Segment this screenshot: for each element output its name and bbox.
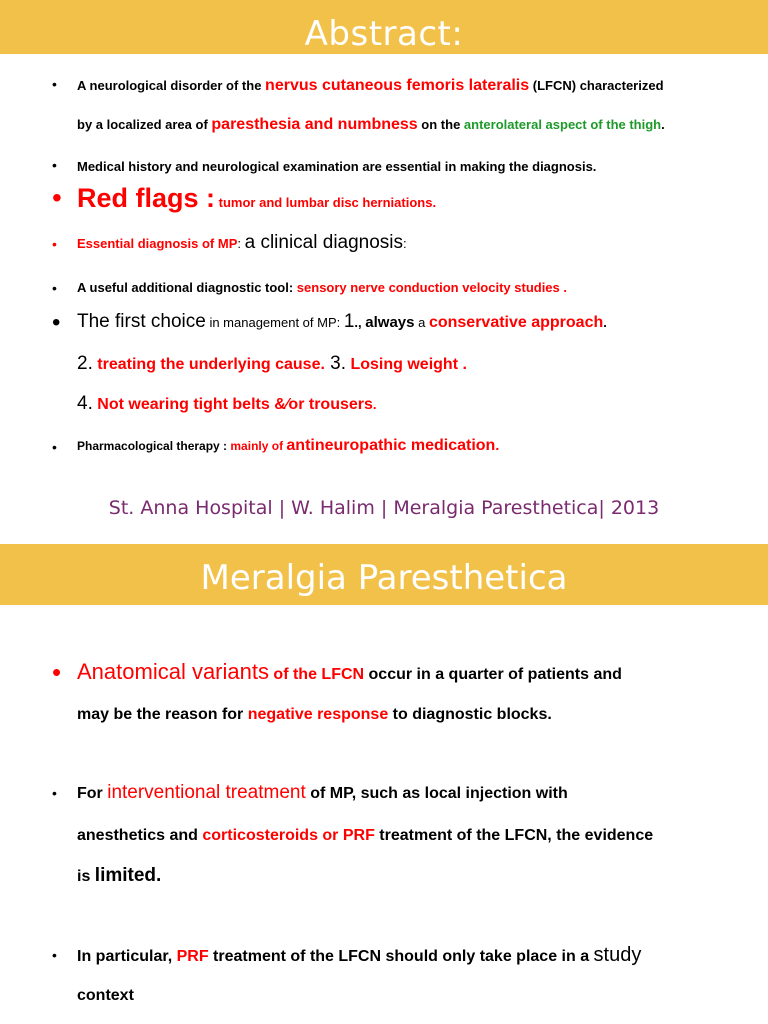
abstract-item-1: A neurological disorder of the nervus cutaneous femoris lateralis (LFCN) characterized: [77, 77, 664, 94]
bullet-icon: •: [52, 280, 57, 296]
abstract-item-first-choice-3: 4. Not wearing tight belts &⁄or trousers.: [77, 393, 377, 414]
anatomical-variants-item: Anatomical variants of the LFCN occur in a quarter of patients and: [77, 659, 622, 684]
slide-footer: St. Anna Hospital | W. Halim | Meralgia Paresthetica| 2013: [108, 497, 660, 519]
bullet-icon: •: [52, 309, 61, 336]
interventional-treatment-item-cont: anesthetics and corticosteroids or PRF treatment of the LFCN, the evidence: [77, 827, 654, 844]
anatomical-variants-item-cont: may be the reason for negative response to diagnostic blocks.: [77, 706, 552, 723]
bullet-icon: •: [52, 157, 57, 173]
bullet-icon: •: [52, 236, 57, 252]
abstract-title: Abstract:: [304, 14, 464, 54]
abstract-item-essential-diagnosis: Essential diagnosis of MP: a clinical diagnosis:: [77, 232, 407, 253]
bullet-icon: •: [52, 657, 62, 687]
abstract-title-banner: [0, 0, 768, 54]
abstract-item-2: Medical history and neurological examination are essential in making the diagnosis.: [77, 159, 597, 174]
meralgia-title: Meralgia Paresthetica: [200, 558, 568, 598]
prf-item-cont: context: [77, 987, 134, 1004]
bullet-icon: •: [52, 76, 57, 92]
meralgia-title-banner: [0, 544, 768, 605]
bullet-icon: •: [52, 439, 57, 455]
bullet-icon: •: [52, 182, 62, 213]
abstract-item-diagnostic-tool: A useful additional diagnostic tool: sensory nerve conduction velocity studies .: [77, 280, 567, 295]
abstract-item-first-choice-2: 2. treating the underlying cause. 3. Losing weight .: [77, 353, 467, 374]
abstract-item-first-choice: The first choice in management of MP: 1., always a conservative approach.: [77, 311, 607, 332]
bullet-icon: •: [52, 947, 57, 963]
abstract-item-red-flags: Red flags : tumor and lumbar disc herniations.: [77, 183, 437, 213]
interventional-treatment-item: For interventional treatment of MP, such as local injection with: [77, 782, 568, 803]
abstract-item-1-cont: by a localized area of paresthesia and numbness on the anterolateral aspect of the thigh.: [77, 116, 665, 133]
prf-item: In particular, PRF treatment of the LFCN should only take place in a study: [77, 944, 642, 966]
bullet-icon: •: [52, 785, 57, 801]
interventional-treatment-item-limited: is limited.: [77, 865, 162, 886]
abstract-item-pharmacological: Pharmacological therapy : mainly of antineuropathic medication.: [77, 437, 500, 454]
